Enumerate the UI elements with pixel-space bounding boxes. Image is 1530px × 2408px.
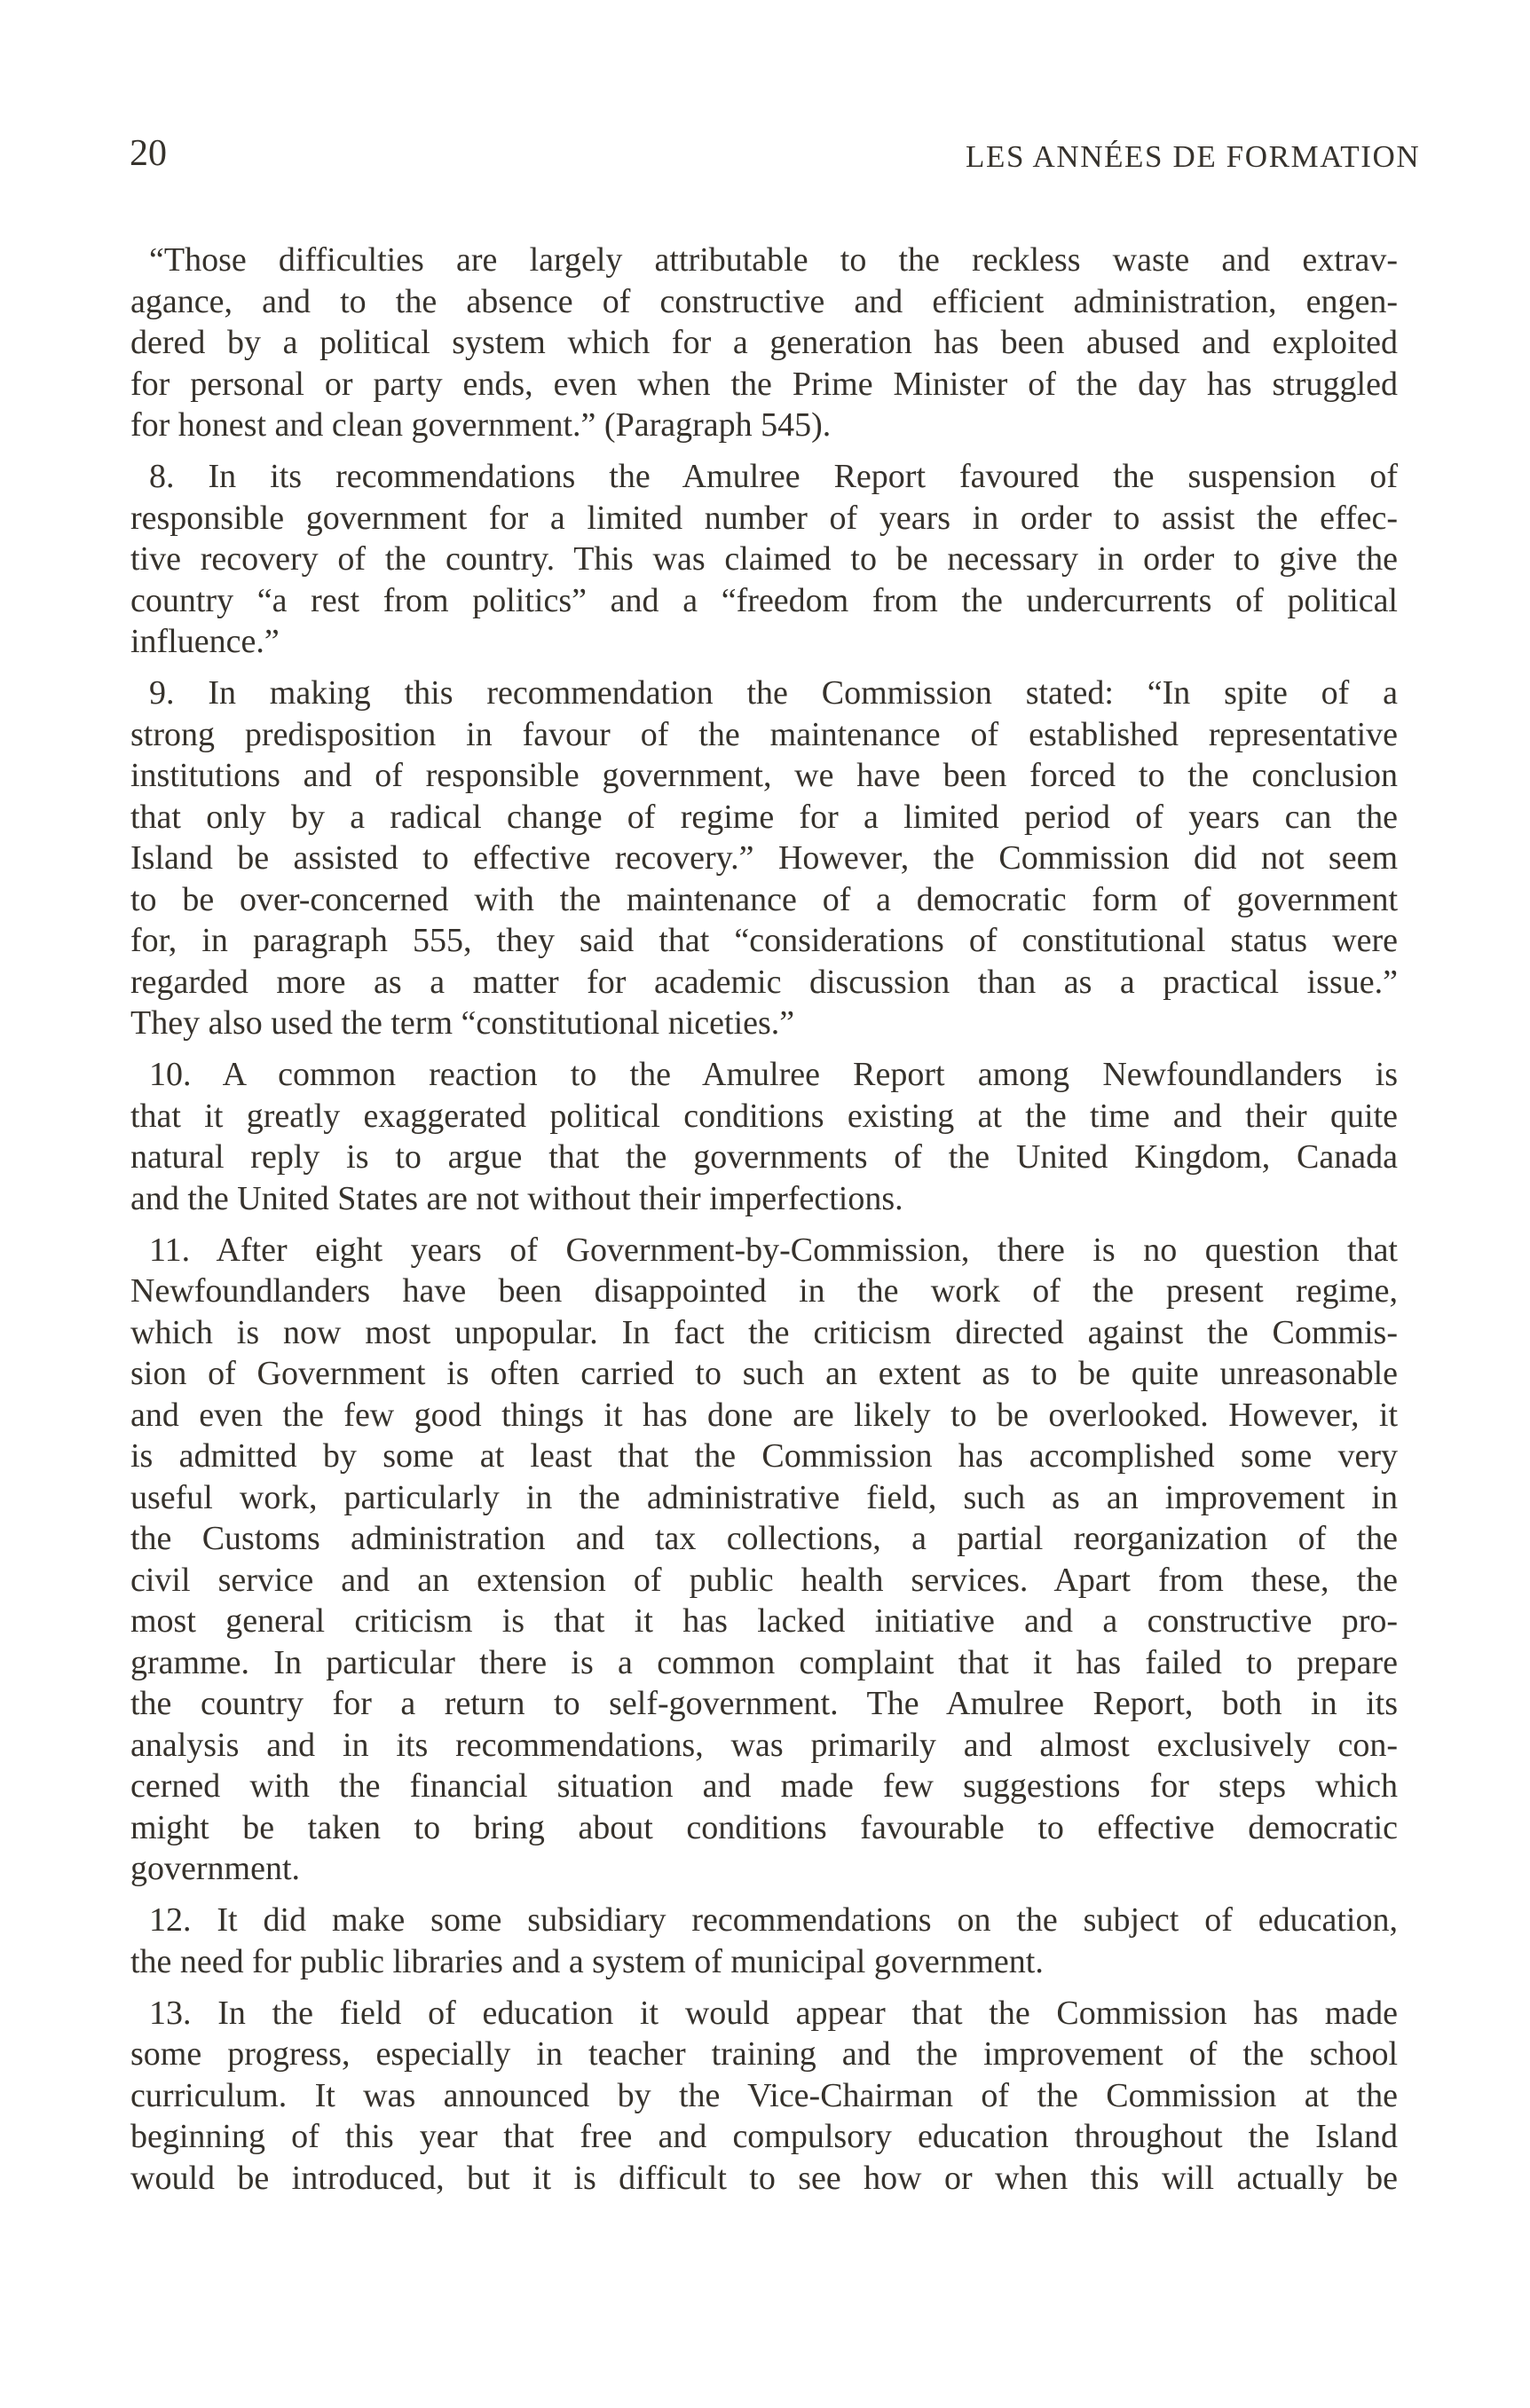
text-line: which is now most unpopular. In fact the criticism directed against the Commis- xyxy=(130,1313,1398,1351)
text-line: to be over-concerned with the maintenance of a democratic form of government xyxy=(130,880,1398,918)
text-line: is admitted by some at least that the Commission has accomplished some very xyxy=(130,1437,1398,1475)
paragraph-para-10 xyxy=(130,1054,1398,1219)
text-line: strong predisposition in favour of the maintenance of established representative xyxy=(130,715,1398,753)
text-line: gramme. In particular there is a common complaint that it has failed to prepare xyxy=(130,1643,1398,1681)
text-line: most general criticism is that it has lacked initiative and a constructive pro- xyxy=(130,1602,1398,1640)
text-line: 10. A common reaction to the Amulree Report among Newfoundlanders is xyxy=(149,1056,1398,1093)
text-line: that it greatly exaggerated political conditions existing at the time and their quite xyxy=(130,1097,1398,1135)
text-line: for honest and clean government.” (Paragraph 545). xyxy=(130,406,832,444)
text-line: 11. After eight years of Government-by-Commission, there is no question that xyxy=(149,1231,1398,1269)
text-line: government. xyxy=(130,1850,301,1887)
text-line: beginning of this year that free and compulsory education throughout the Island xyxy=(130,2118,1398,2155)
text-line: analysis and in its recommendations, was primarily and almost exclusively con- xyxy=(130,1726,1398,1764)
text-line: “Those difficulties are largely attributable to the reckless waste and extrav- xyxy=(149,241,1398,279)
text-line: useful work, particularly in the administrative field, such as an improvement in xyxy=(130,1478,1398,1516)
text-line: 12. It did make some subsidiary recommendations on the subject of education, xyxy=(149,1901,1398,1939)
text-line: and even the few good things it has done are likely to be overlooked. However, it xyxy=(130,1396,1398,1434)
text-line: influence.” xyxy=(130,623,280,660)
paragraph-para-8 xyxy=(130,456,1398,663)
text-line: Island be assisted to effective recovery.” However, the Commission did not seem xyxy=(130,839,1398,877)
text-line: the Customs administration and tax collections, a partial reorganization of the xyxy=(130,1520,1398,1557)
text-line: cerned with the financial situation and made few suggestions for steps which xyxy=(130,1767,1398,1805)
text-line: 9. In making this recommendation the Commission stated: “In spite of a xyxy=(149,674,1398,712)
paragraph-para-9 xyxy=(130,673,1398,1044)
page-number: 20 xyxy=(130,133,167,174)
text-line: for personal or party ends, even when the Prime Minister of the day has struggled xyxy=(130,365,1398,403)
text-line: curriculum. It was announced by the Vice-Chairman of the Commission at the xyxy=(130,2076,1398,2114)
text-line: natural reply is to argue that the governments of the United Kingdom, Canada xyxy=(130,1138,1398,1176)
text-line: Newfoundlanders have been disappointed in the work of the present regime, xyxy=(130,1272,1398,1310)
text-line: sion of Government is often carried to such an extent as to be quite unreasonable xyxy=(130,1355,1398,1392)
text-line: responsible government for a limited number of years in order to assist the effec- xyxy=(130,499,1398,537)
text-line: 8. In its recommendations the Amulree Report favoured the suspension of xyxy=(149,458,1398,495)
text-line: regarded more as a matter for academic discussion than as a practical issue.” xyxy=(130,963,1398,1001)
text-line: agance, and to the absence of constructive and efficient administration, engen- xyxy=(130,282,1398,320)
text-line: and the United States are not without their imperfections. xyxy=(130,1179,903,1217)
text-line: 13. In the field of education it would appear that the Commission has made xyxy=(149,1994,1398,2032)
text-line: country “a rest from politics” and a “freedom from the undercurrents of political xyxy=(130,581,1398,619)
paragraph-para-11 xyxy=(130,1230,1398,1890)
text-line: They also used the term “constitutional niceties.” xyxy=(130,1004,795,1042)
text-line: for, in paragraph 555, they said that “considerations of constitutional status were xyxy=(130,922,1398,959)
text-line: dered by a political system which for a generation has been abused and exploited xyxy=(130,324,1398,361)
text-line: that only by a radical change of regime for a limited period of years can the xyxy=(130,798,1398,836)
running-head: LES ANNÉES DE FORMATION xyxy=(966,139,1421,174)
text-line: tive recovery of the country. This was claimed to be necessary in order to give the xyxy=(130,540,1398,578)
text-line: would be introduced, but it is difficult to see how or when this will actually be xyxy=(130,2159,1398,2197)
text-line: civil service and an extension of public health services. Apart from these, the xyxy=(130,1561,1398,1599)
text-line: some progress, especially in teacher training and the improvement of the school xyxy=(130,2035,1398,2073)
paragraph-para-13 xyxy=(130,1993,1398,2199)
body-text xyxy=(130,240,1398,2209)
paragraph-quote-545 xyxy=(130,240,1398,446)
text-line: the need for public libraries and a system of municipal government. xyxy=(130,1942,1044,1980)
text-line: the country for a return to self-government. The Amulree Report, both in its xyxy=(130,1685,1398,1722)
text-line: might be taken to bring about conditions favourable to effective democratic xyxy=(130,1808,1398,1846)
text-line: institutions and of responsible government, we have been forced to the conclusion xyxy=(130,757,1398,794)
paragraph-para-12 xyxy=(130,1900,1398,1982)
